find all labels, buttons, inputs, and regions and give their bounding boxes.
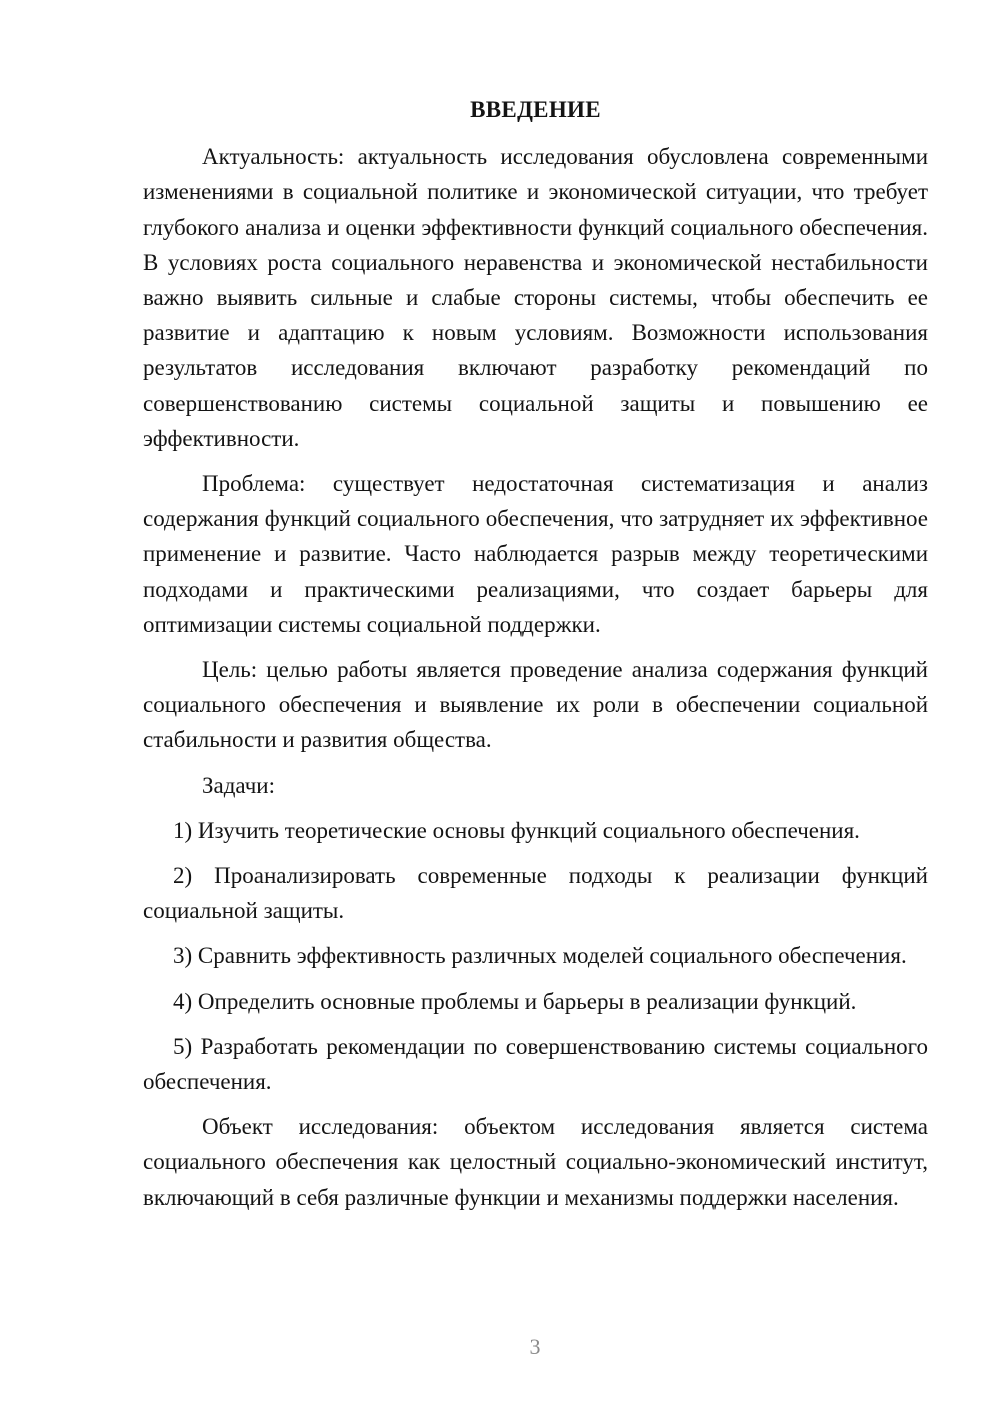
task-item-5: 5) Разработать рекомендации по совершенствованию системы социального обеспечения.	[143, 1033, 928, 1095]
task-item-4: 4) Определить основные проблемы и барьеры в реализации функций.	[173, 988, 857, 1014]
page-content	[143, 92, 928, 1225]
problem-paragraph: Проблема: существует недостаточная систематизация и анализ содержания функций социального обеспечения, что затрудняет их эффективное применение и развитие. Часто наблюдается разрыв между теоретическими подходами и практическими реализациями, что создает барьеры для оптимизации системы социальной поддержки.	[143, 471, 928, 637]
object-paragraph: Объект исследования: объектом исследования является система социального обеспечения как целостный социально-экономический институт, включающий в себя различные функции и механизмы поддержки населения.	[143, 1114, 928, 1210]
task-item-1: 1) Изучить теоретические основы функций социального обеспечения.	[173, 817, 860, 843]
relevance-paragraph: Актуальность: актуальность исследования обусловлена современными изменениями в социальной политике и экономической ситуации, что требует глубокого анализа и оценки эффективности функций социального обеспечения. В условиях роста социального неравенства и экономической нестабильности важно выявить сильные и слабые стороны системы, чтобы обеспечить ее развитие и адаптацию к новым условиям. Возможности использования результатов исследования включают разработку рекомендаций по совершенствованию системы социальной защиты и повышению ее эффективности.	[143, 144, 928, 451]
goal-paragraph: Цель: целью работы является проведение анализа содержания функций социального обеспечения и выявление их роли в обеспечении социальной стабильности и развития общества.	[143, 657, 928, 753]
task-item-2: 2) Проанализировать современные подходы к реализации функций социальной защиты.	[143, 863, 928, 924]
task-item-3: 3) Сравнить эффективность различных моделей социального обеспечения.	[173, 943, 907, 969]
section-heading: ВВЕДЕНИЕ	[470, 97, 601, 122]
page-number: 3	[529, 1334, 541, 1359]
tasks-label: Задачи:	[202, 772, 275, 798]
